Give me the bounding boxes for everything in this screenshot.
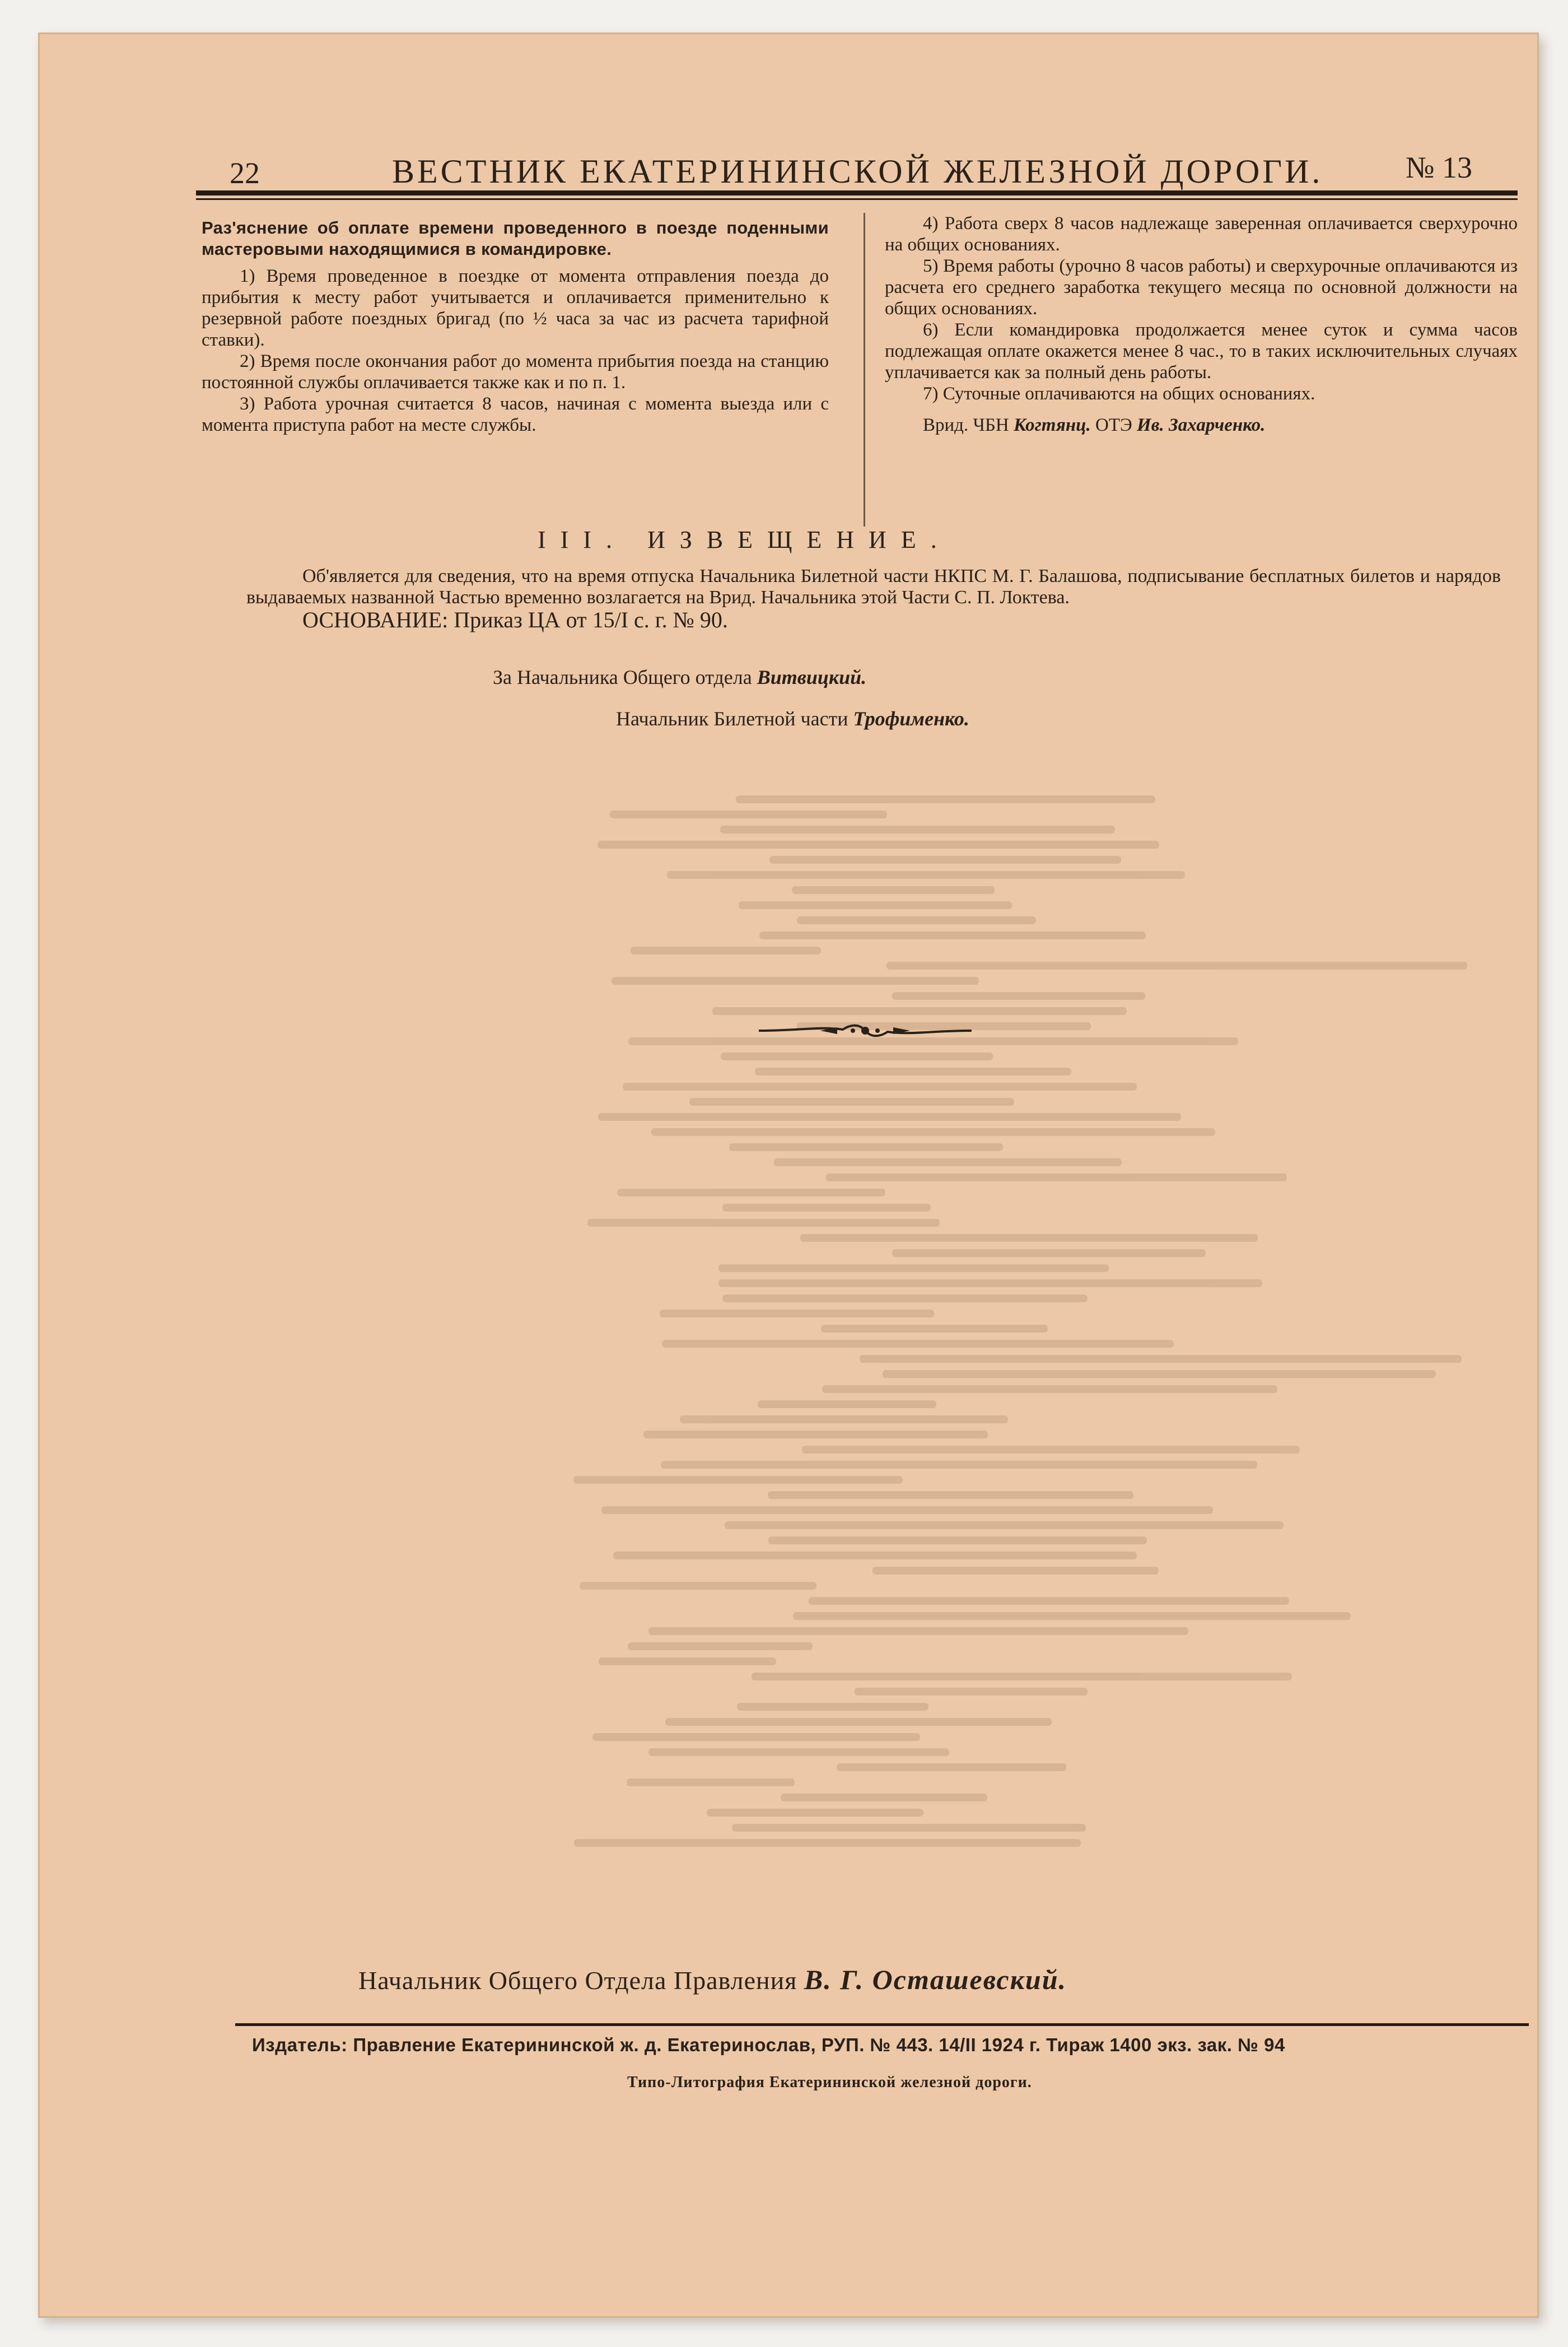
bleed-line [737,1703,928,1711]
bleed-line [623,1083,1137,1091]
printer-line: Типо-Литография Екатерининской железной дороги. [627,2074,1032,2091]
bleed-line [648,1627,1188,1635]
notice-basis: ОСНОВАНИЕ: Приказ ЦА от 15/I с. г. № 90. [302,607,728,632]
notice-body: Об'является для сведения, что на время отпуска Начальника Билетной части НКПС М. Г. Балашова, подписывание бесплатных билетов и нарядов выдаваемых названной Частью временно возлагается на Врид. Начальника этой Части С. П. Локтева. [246,566,1501,608]
bleed-line [587,1219,940,1227]
bleed-line [573,1476,903,1484]
clause-3: 3) Работа урочная считается 8 часов, начиная с момента выезда или с момента приступа работ на месте службы. [202,394,829,435]
bleed-line [759,932,1146,939]
bleed-through-text [235,784,1512,1904]
bleed-line [665,1718,1052,1726]
bleed-line [718,1264,1109,1272]
signatory-name: Ив. Захарченко. [1137,415,1266,435]
bleed-line [722,1294,1087,1302]
signatory-name: Трофименко. [853,707,969,730]
masthead-rule-thin [196,198,1518,200]
bleed-line [689,1098,1014,1106]
bleed-line [800,1234,1258,1242]
bleed-line [821,1325,1048,1333]
article-heading: Раз'яснение об оплате времени проведенного в поезде поденными мастеровыми находящимися в командировке. [202,218,829,259]
bleed-line [718,1279,1262,1287]
bleed-line [660,1310,934,1317]
bleed-line [599,1657,776,1665]
bleed-line [758,1400,936,1408]
bleed-line [892,1249,1206,1257]
bleed-line [792,886,994,894]
masthead-rule [196,190,1518,195]
bleed-line [768,1491,1133,1499]
bleed-line [610,811,887,818]
bleed-line [797,916,1035,924]
bleed-line [627,1778,795,1786]
publication-title: ВЕСТНИК ЕКАТЕРИНИНСКОЙ ЖЕЛЕЗНОЙ ДОРОГИ. [392,153,1323,190]
bleed-line [872,1567,1159,1575]
bleed-line [617,1189,885,1196]
final-signature [358,1963,1067,1996]
bleed-line [712,1007,1127,1015]
bleed-line [802,1446,1300,1454]
signatory-name: Витвицкий. [757,666,867,688]
bleed-line [612,977,978,985]
bleed-line [752,1673,1292,1680]
bleed-line [580,1582,817,1590]
imprint-rule [235,2023,1529,2026]
bleed-line [860,1355,1462,1363]
article-signature [885,415,1518,436]
masthead [190,150,1523,189]
bleed-line [613,1552,1137,1559]
signature-prefix: За Начальника Общего отдела [493,666,752,688]
bleed-line [661,1461,1257,1469]
page-number: 22 [230,156,260,190]
bleed-line [643,1431,988,1438]
signature-prefix: Начальник Билетной части [616,707,848,730]
bleed-line [631,947,821,954]
clause-7: 7) Суточные оплачиваются на общих основаниях. [923,384,1315,404]
bleed-line [648,1748,949,1756]
bleed-line [721,1053,993,1060]
notice [246,566,1501,632]
bleed-line [755,1068,1071,1075]
left-column [202,217,829,436]
bleed-line [720,826,1115,833]
bleed-line [667,871,1185,879]
bleed-line [732,1824,1086,1832]
signature-dept: ОТЭ [1095,415,1132,435]
clause-1: 1) Время проведенное в поездке от момента отправления поезда до прибытия к месту работ учитывается и оплачивается применительно к резервной работе поездных бригад (по ½ часа за час из расчета тарифной ставки). [202,266,829,350]
publisher-imprint: Издатель: Правление Екатерининской ж. д. Екатеринослав, РУП. № 443. 14/II 1924 г. Тираж 1400 экз. зак. № 94 [252,2034,1285,2055]
bleed-line [809,1597,1289,1605]
signatory-name: В. Г. Осташевский. [804,1964,1067,1995]
bleed-line [736,795,1155,803]
clause-5: 5) Время работы (урочно 8 часов работы) и сверхурочные оплачиваются из расчета его среднего заработка текущего месяца по основной должности на общих основаниях. [885,256,1518,319]
bleed-line [837,1763,1066,1771]
ornament-divider-icon [753,1019,977,1042]
clause-6: 6) Если командировка продолжается менее суток и сумма часов подлежащая оплате окажется менее 8 час., то в таких исключительных случаях уплачивается как за полный день работы. [885,320,1518,383]
bleed-line [883,1370,1436,1378]
bleed-line [651,1128,1215,1136]
notice-signature-2 [616,707,969,730]
bleed-line [725,1521,1284,1529]
bleed-line [707,1809,923,1817]
section-title: III. ИЗВЕЩЕНИЕ. [538,526,951,553]
notice-signature-1 [493,665,866,689]
bleed-line [729,1143,1003,1151]
bleed-line [774,1158,1122,1166]
signatory-name: Когтянц. [1013,415,1091,435]
bleed-line [592,1733,920,1741]
bleed-line [886,962,1467,970]
bleed-line [855,1688,1088,1696]
bleed-line [793,1612,1351,1620]
bleed-line [598,841,1159,849]
bleed-line [601,1506,1213,1514]
bleed-line [826,1174,1286,1181]
clause-4: 4) Работа сверх 8 часов надлежаще заверенная оплачивается сверхурочно на общих основаниях. [885,213,1518,255]
bleed-line [781,1794,987,1801]
column-divider [864,213,865,527]
bleed-line [628,1642,813,1650]
bleed-line [822,1385,1277,1393]
bleed-line [769,856,1122,864]
bleed-line [892,992,1145,1000]
bleed-line [739,901,1012,909]
bleed-line [680,1415,1008,1423]
bleed-line [722,1204,931,1212]
right-column [885,213,1518,436]
bleed-line [598,1113,1181,1121]
clause-2: 2) Время после окончания работ до момента прибытия поезда на станцию постоянной службы оплачивается также как и по п. 1. [202,351,829,393]
bleed-line [662,1340,1173,1348]
issue-number: № 13 [1406,151,1473,184]
signature-prefix: Врид. ЧБН [923,415,1009,435]
signature-prefix: Начальник Общего Отдела Правления [358,1966,797,1995]
bleed-line [768,1536,1146,1544]
bleed-line [574,1839,1081,1847]
